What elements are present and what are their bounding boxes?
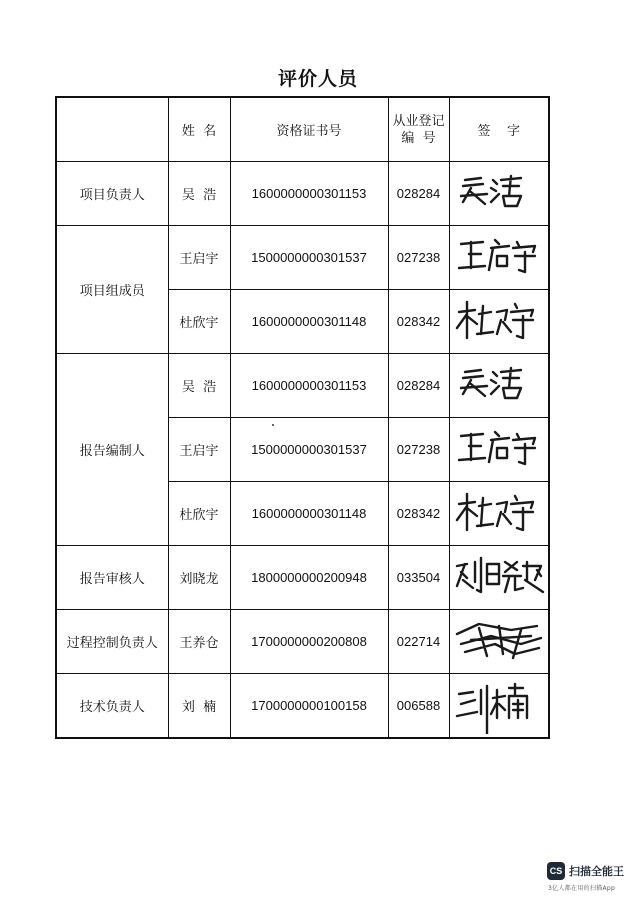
signature-cell — [449, 226, 549, 290]
scan-speck — [272, 424, 274, 426]
table-row — [56, 226, 549, 290]
header-reg-line1: 从业登记 — [392, 113, 445, 129]
name-cell: 吴 浩 — [168, 354, 230, 418]
reg-cell: 006588 — [388, 674, 449, 739]
role-cell: 报告审核人 — [56, 546, 168, 610]
header-reg — [388, 97, 449, 162]
scanner-logo-icon: CS — [547, 862, 565, 880]
handwritten-signature-icon — [451, 230, 547, 286]
name-cell: 王养仓 — [168, 610, 230, 674]
reg-cell: 033504 — [388, 546, 449, 610]
handwritten-signature-icon — [451, 486, 547, 542]
role-cell: 报告编制人 — [56, 354, 168, 546]
reg-cell: 028342 — [388, 482, 449, 546]
reg-cell: 028284 — [388, 354, 449, 418]
role-cell: 项目组成员 — [56, 226, 168, 354]
reg-cell: 027238 — [388, 226, 449, 290]
signature-cell — [449, 290, 549, 354]
handwritten-signature-icon — [451, 358, 547, 414]
cert-cell: 1600000000301148 — [230, 482, 388, 546]
role-cell: 技术负责人 — [56, 674, 168, 739]
signature-cell — [449, 482, 549, 546]
header-reg-line2: 编 号 — [401, 130, 436, 146]
cert-cell: 1600000000301153 — [230, 354, 388, 418]
name-cell: 王启宇 — [168, 418, 230, 482]
name-cell: 刘晓龙 — [168, 546, 230, 610]
name-cell: 王启宇 — [168, 226, 230, 290]
signature-cell — [449, 674, 549, 739]
header-cert: 资格证书号 — [230, 97, 388, 162]
handwritten-signature-icon — [451, 294, 547, 350]
page-title: 评价人员 — [277, 68, 358, 90]
name-cell: 杜欣宇 — [168, 482, 230, 546]
signature-cell — [449, 418, 549, 482]
reg-cell: 022714 — [388, 610, 449, 674]
handwritten-signature-icon — [451, 550, 547, 606]
handwritten-signature-icon — [451, 614, 547, 670]
reg-cell: 027238 — [388, 418, 449, 482]
table-row — [56, 674, 549, 739]
header-name: 姓 名 — [168, 97, 230, 162]
cert-cell: 1600000000301153 — [230, 162, 388, 226]
reg-cell: 028342 — [388, 290, 449, 354]
reg-cell: 028284 — [388, 162, 449, 226]
table-row — [56, 610, 549, 674]
cert-cell: 1600000000301148 — [230, 290, 388, 354]
role-cell: 项目负责人 — [56, 162, 168, 226]
role-cell: 过程控制负责人 — [56, 610, 168, 674]
signature-cell — [449, 546, 549, 610]
cert-cell: 1700000000100158 — [230, 674, 388, 739]
header-role — [56, 97, 168, 162]
scanner-tagline: 3亿人都在用的扫描App — [548, 885, 616, 892]
handwritten-signature-icon — [451, 678, 547, 734]
cert-cell: 1500000000301537 — [230, 226, 388, 290]
cert-cell: 1500000000301537 — [230, 418, 388, 482]
signature-cell — [449, 354, 549, 418]
handwritten-signature-icon — [451, 422, 547, 478]
cert-cell: 1800000000200948 — [230, 546, 388, 610]
scanner-watermark — [547, 862, 633, 894]
header-signature: 签 字 — [449, 97, 549, 162]
table-row — [56, 354, 549, 418]
handwritten-signature-icon — [451, 166, 547, 222]
signature-cell — [449, 162, 549, 226]
name-cell: 杜欣宇 — [168, 290, 230, 354]
scanner-app-name: 扫描全能王 — [569, 865, 624, 878]
table-row — [56, 162, 549, 226]
cert-cell: 1700000000200808 — [230, 610, 388, 674]
name-cell: 刘 楠 — [168, 674, 230, 739]
table-row — [56, 546, 549, 610]
signature-cell — [449, 610, 549, 674]
name-cell: 吴 浩 — [168, 162, 230, 226]
header-row — [56, 97, 549, 162]
personnel-table — [55, 96, 550, 739]
